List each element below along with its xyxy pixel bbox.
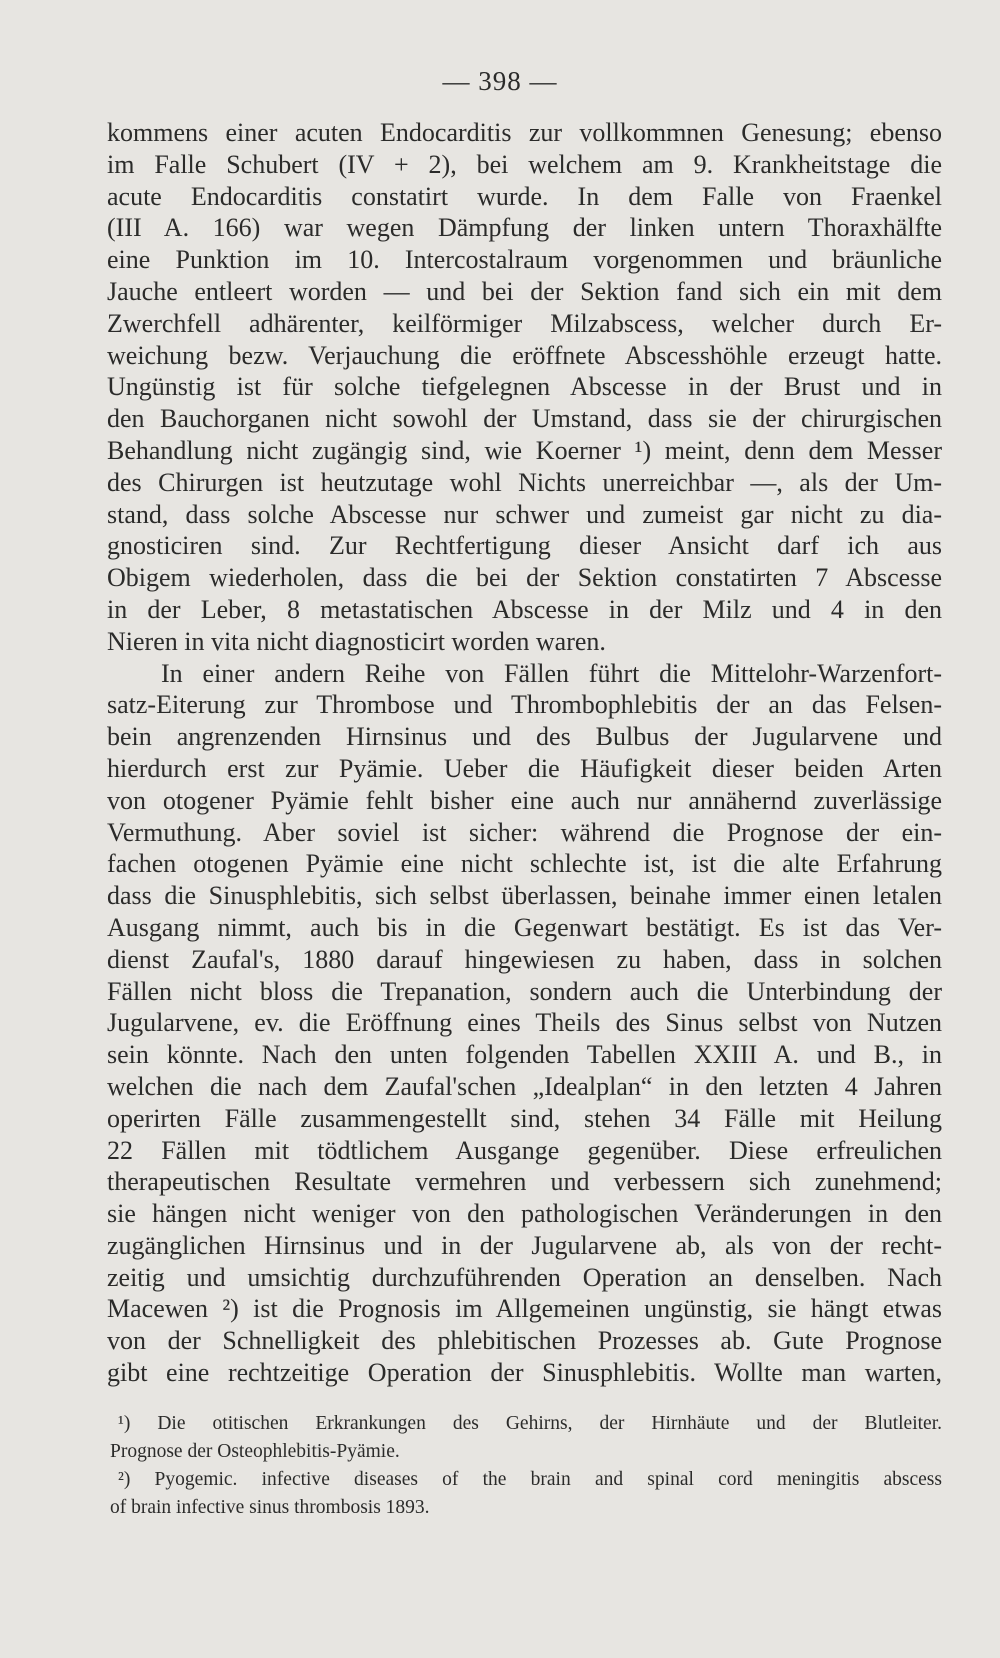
text-line: Obigem wiederholen, dass die bei der Sektion constatirten 7 Abscesse [107,563,942,593]
text-line: Jauche entleert worden — und bei der Sektion fand sich ein mit dem [107,276,942,306]
text-line: Zwerchfell adhärenter, keilförmiger Milzabscess, welcher durch Er- [107,308,942,338]
text-line: eine Punktion im 10. Intercostalraum vorgenommen und bräunliche [107,245,942,275]
text-line: sie hängen nicht weniger von den pathologischen Veränderungen in den [107,1199,942,1229]
text-line: zeitig und umsichtig durchzuführenden Operation an denselben. Nach [107,1262,942,1292]
text-line: therapeutischen Resultate vermehren und verbessern sich zunehmend; [107,1167,942,1197]
text-line: (III A. 166) war wegen Dämpfung der linken untern Thoraxhälfte [107,213,942,243]
text-line: hierdurch erst zur Pyämie. Ueber die Häufigkeit dieser beiden Arten [107,753,942,783]
footnote-line: ¹) Die otitischen Erkrankungen des Gehirns, der Hirnhäute und der Blutleiter. [118,1413,942,1434]
text-line: gnosticiren sind. Zur Rechtfertigung dieser Ansicht darf ich aus [107,531,942,561]
footnotes [110,1410,942,1522]
text-line: gibt eine rechtzeitige Operation der Sinusphlebitis. Wollte man warten, [107,1358,942,1388]
text-line: kommens einer acuten Endocarditis zur vollkommnen Genesung; ebenso [107,118,942,147]
text-line: sein könnte. Nach den unten folgenden Tabellen XXIII A. und B., in [107,1040,942,1070]
text-line: satz-Eiterung zur Thrombose und Thrombophlebitis der an das Felsen- [107,690,942,720]
text-line: dienst Zaufal's, 1880 darauf hingewiesen zu haben, dass in solchen [107,944,942,974]
text-line: Jugularvene, ev. die Eröffnung eines Theils des Sinus selbst von Nutzen [107,1008,942,1038]
text-line: Vermuthung. Aber soviel ist sicher: während die Prognose der ein- [107,817,942,847]
footnote-line: Prognose der Osteophlebitis-Pyämie. [110,1441,400,1462]
text-line: Macewen ²) ist die Prognosis im Allgemeinen ungünstig, sie hängt etwas [107,1294,942,1324]
text-line: von otogener Pyämie fehlt bisher eine auch nur annähernd zuverlässige [107,785,942,815]
text-line: bein angrenzenden Hirnsinus und des Bulbus der Jugularvene und [107,722,942,752]
page-number: — 398 — [442,66,558,96]
text-line: im Falle Schubert (IV + 2), bei welchem am 9. Krankheitstage die [107,149,942,179]
footnote-line: of brain infective sinus thrombosis 1893. [110,1497,430,1518]
text-line: 22 Fällen mit tödtlichem Ausgange gegenüber. Diese erfreulichen [107,1135,942,1165]
text-line: Ausgang nimmt, auch bis in die Gegenwart bestätigt. Es ist das Ver- [107,912,942,942]
text-line: des Chirurgen ist heutzutage wohl Nichts unerreichbar —, als der Um- [107,467,942,497]
text-line: dass die Sinusphlebitis, sich selbst überlassen, beinahe immer einen letalen [107,881,942,911]
text-line: operirten Fälle zusammengestellt sind, stehen 34 Fälle mit Heilung [107,1103,942,1133]
text-line: Fällen nicht bloss die Trepanation, sondern auch die Unterbindung der [107,976,942,1006]
text-line: in der Leber, 8 metastatischen Abscesse in der Milz und 4 in den [107,594,942,624]
text-line: stand, dass solche Abscesse nur schwer und zumeist gar nicht zu dia- [107,499,942,529]
text-line: In einer andern Reihe von Fällen führt die Mittelohr-Warzenfort- [161,658,942,688]
text-line: fachen otogenen Pyämie eine nicht schlechte ist, ist die alte Erfahrung [107,849,942,879]
text-line: Nieren in vita nicht diagnosticirt worden waren. [107,626,606,656]
footnote-line: ²) Pyogemic. infective diseases of the brain and spinal cord meningitis abscess [118,1469,942,1490]
text-line: den Bauchorganen nicht sowohl der Umstand, dass sie der chirurgischen [107,404,942,434]
text-line: Ungünstig ist für solche tiefgelegnen Abscesse in der Brust und in [107,372,942,402]
text-line: Behandlung nicht zugängig sind, wie Koerner ¹) meint, denn dem Messer [107,435,942,465]
text-line: weichung bezw. Verjauchung die eröffnete Abscesshöhle erzeugt hatte. [107,340,942,370]
body-text [107,117,942,1389]
text-line: welchen die nach dem Zaufal'schen „Idealplan“ in den letzten 4 Jahren [107,1071,942,1101]
text-line: von der Schnelligkeit des phlebitischen Prozesses ab. Gute Prognose [107,1326,942,1356]
text-line: acute Endocarditis constatirt wurde. In dem Falle von Fraenkel [107,181,942,211]
text-line: zugänglichen Hirnsinus und in der Jugularvene ab, als von der recht- [107,1230,942,1260]
